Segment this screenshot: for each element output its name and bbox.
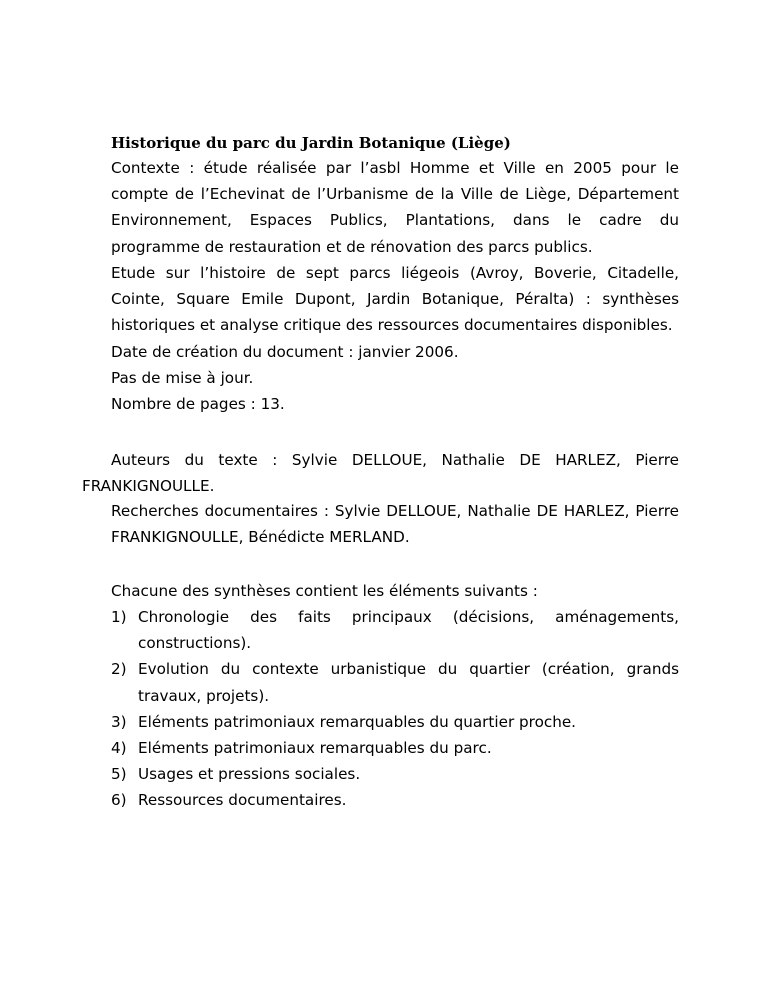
list-item-number: 6) [111, 791, 127, 810]
list-item-text: Eléments patrimoniaux remarquables du quartier proche. [138, 712, 577, 731]
list-item-number: 5) [111, 765, 127, 784]
list-item-text: Evolution du contexte urbanistique du quartier (création, grands travaux, projets). [138, 660, 679, 705]
contents-list [111, 604, 679, 814]
list-item [111, 787, 679, 813]
list-item-number: 2) [111, 660, 127, 679]
document-title: Historique du parc du Jardin Botanique (Liège) [111, 134, 511, 152]
list-item-text: Chronologie des faits principaux (décisions, aménagements, constructions). [138, 608, 679, 653]
update-status: Pas de mise à jour. [111, 369, 254, 387]
list-item-number: 1) [111, 608, 127, 626]
page-count: Nombre de pages : 13. [111, 395, 285, 413]
authors-text: Auteurs du texte : Sylvie DELLOUE, Nathalie DE HARLEZ, Pierre FRANKIGNOULLE. [82, 451, 679, 496]
study-paragraph: Etude sur l’histoire de sept parcs liégeois (Avroy, Boverie, Citadelle, Cointe, Square Emile Dupont, Jardin Botanique, Péralta) : synthèses historiques et analyse critique des ressources documentaires disponibles. [111, 264, 679, 335]
authors-paragraph [82, 447, 679, 499]
research-paragraph: Recherches documentaires : Sylvie DELLOUE, Nathalie DE HARLEZ, Pierre FRANKIGNOULLE, Bénédicte MERLAND. [111, 502, 679, 547]
list-item [111, 604, 679, 656]
list-intro: Chacune des synthèses contient les éléments suivants : [111, 582, 538, 600]
list-item [111, 709, 679, 735]
list-item-text: Ressources documentaires. [138, 791, 347, 810]
list-item-number: 4) [111, 739, 127, 758]
context-paragraph: Contexte : étude réalisée par l’asbl Homme et Ville en 2005 pour le compte de l’Echevinat de l’Urbanisme de la Ville de Liège, Département Environnement, Espaces Publics, Plantations, dans le cadre du programme de restauration et de rénovation des parcs publics. [111, 159, 679, 256]
list-item-text: Eléments patrimoniaux remarquables du parc. [138, 739, 492, 758]
list-item-number: 3) [111, 712, 127, 731]
creation-date: Date de création du document : janvier 2006. [111, 343, 459, 361]
list-item [111, 735, 679, 761]
list-item-text: Usages et pressions sociales. [138, 765, 361, 784]
list-item [111, 656, 679, 708]
list-item [111, 761, 679, 787]
